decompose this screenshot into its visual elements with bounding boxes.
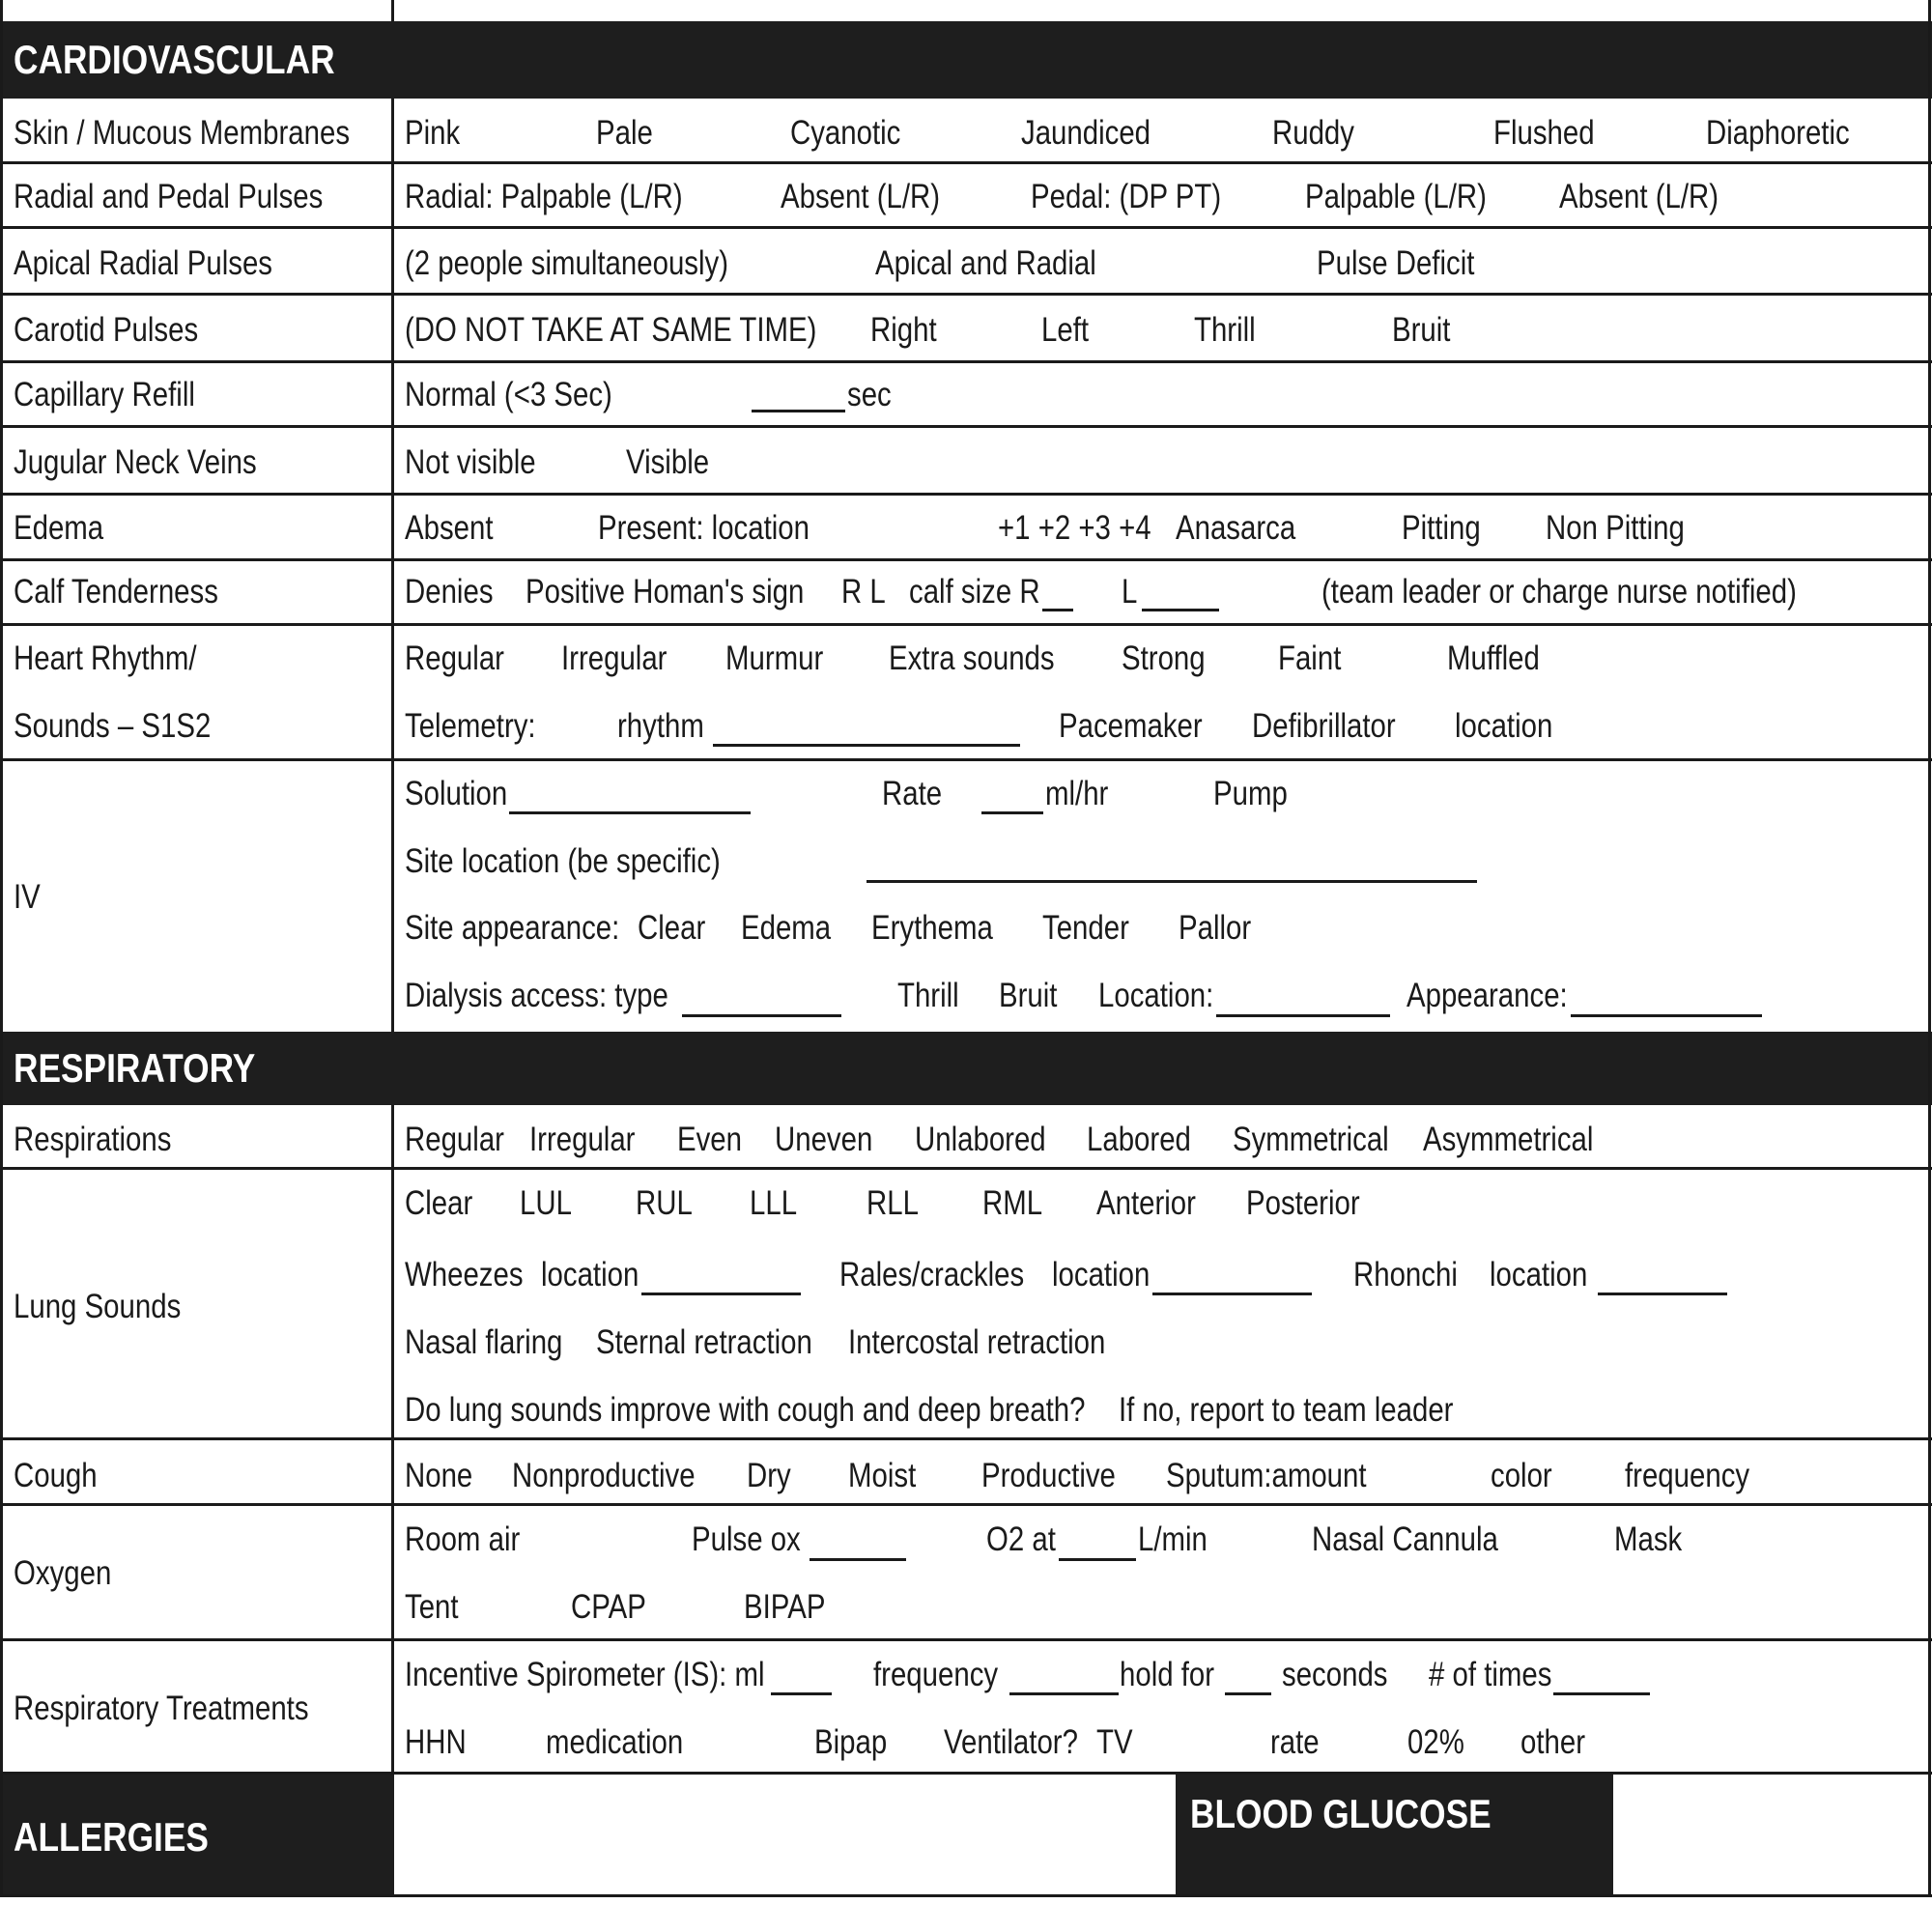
label-telemetry: Telemetry: <box>405 707 536 745</box>
row-divider <box>0 1437 1932 1440</box>
option-apical-radial[interactable]: Apical and Radial <box>875 244 1096 282</box>
option-visible[interactable]: Visible <box>626 443 710 481</box>
option-pale[interactable]: Pale <box>596 114 653 152</box>
label-pulse-ox: Pulse ox <box>692 1520 801 1558</box>
option-room-air[interactable]: Room air <box>405 1520 521 1558</box>
right-border <box>1928 0 1931 1897</box>
option-labored[interactable]: Labored <box>1087 1121 1191 1158</box>
label-sputum-color: color <box>1491 1457 1552 1494</box>
column-divider <box>391 1105 394 1774</box>
option-lul[interactable]: LUL <box>520 1184 572 1222</box>
label-lung-sounds: Lung Sounds <box>14 1288 182 1325</box>
option-denies[interactable]: Denies <box>405 573 494 611</box>
option-anasarca[interactable]: Anasarca <box>1176 509 1296 547</box>
calf-size-l: L <box>1122 573 1138 611</box>
blank-dialysis-type[interactable] <box>682 1014 841 1017</box>
option-nonproductive[interactable]: Nonproductive <box>512 1457 696 1494</box>
option-productive[interactable]: Productive <box>981 1457 1116 1494</box>
option-extra-sounds[interactable]: Extra sounds <box>889 639 1055 677</box>
option-hhn[interactable]: HHN <box>405 1723 467 1761</box>
note-team-leader: (team leader or charge nurse notified) <box>1321 573 1797 611</box>
option-dialysis-bruit[interactable]: Bruit <box>999 977 1058 1014</box>
label-pulses: Radial and Pedal Pulses <box>14 178 324 215</box>
row-divider <box>0 623 1932 626</box>
option-defibrillator[interactable]: Defibrillator <box>1252 707 1396 745</box>
column-divider <box>391 0 394 21</box>
question-lung-improve: Do lung sounds improve with cough and deep breath? <box>405 1391 1086 1429</box>
option-edema-present[interactable]: Present: location <box>598 509 810 547</box>
label-num-times: # of times <box>1429 1656 1552 1693</box>
blank-is-ml[interactable] <box>771 1692 832 1695</box>
label-is-frequency: frequency <box>873 1656 999 1693</box>
option-radial-palpable[interactable]: Radial: Palpable (L/R) <box>405 178 683 215</box>
label-calf: Calf Tenderness <box>14 573 218 611</box>
label-other: other <box>1520 1723 1586 1761</box>
label-solution: Solution <box>405 775 508 812</box>
label-dialysis-type: Dialysis access: type <box>405 977 668 1014</box>
label-vent-rate: rate <box>1270 1723 1320 1761</box>
blank-capillary-sec[interactable] <box>752 410 845 412</box>
option-cough-none[interactable]: None <box>405 1457 473 1494</box>
option-tender[interactable]: Tender <box>1042 909 1129 947</box>
option-murmur[interactable]: Murmur <box>725 639 824 677</box>
option-telemetry-location[interactable]: location <box>1455 707 1553 745</box>
option-pump[interactable]: Pump <box>1213 775 1288 812</box>
row-divider <box>0 293 1932 296</box>
label-capillary: Capillary Refill <box>14 376 195 413</box>
label-hold-for: hold for <box>1120 1656 1215 1693</box>
option-lll[interactable]: LLL <box>750 1184 798 1222</box>
label-incentive-spirometer: Incentive Spirometer (IS): ml <box>405 1656 765 1693</box>
option-erythema[interactable]: Erythema <box>871 909 993 947</box>
option-muffled[interactable]: Muffled <box>1447 639 1540 677</box>
label-medication: medication <box>546 1723 684 1761</box>
label-ventilator: Ventilator? <box>944 1723 1078 1761</box>
respiratory-header <box>0 1032 1932 1105</box>
unit-ml-hr: ml/hr <box>1045 775 1109 812</box>
left-border <box>0 0 3 1897</box>
option-pink[interactable]: Pink <box>405 114 461 152</box>
blank-is-frequency[interactable] <box>1009 1692 1119 1695</box>
label-o2-at: O2 at <box>986 1520 1056 1558</box>
option-right[interactable]: Right <box>870 311 937 349</box>
label-carotid: Carotid Pulses <box>14 311 199 349</box>
note-report-leader: If no, report to team leader <box>1119 1391 1454 1429</box>
option-pedal-absent[interactable]: Absent (L/R) <box>1559 178 1719 215</box>
label-wheezes-location: location <box>541 1256 639 1293</box>
blank-num-times[interactable] <box>1553 1692 1650 1695</box>
row-divider <box>0 758 1932 761</box>
label-site-appearance: Site appearance: <box>405 909 620 947</box>
allergies-field[interactable] <box>394 1775 1176 1894</box>
label-sputum-amount: Sputum:amount <box>1166 1457 1367 1494</box>
option-dialysis-thrill[interactable]: Thrill <box>897 977 959 1014</box>
option-not-visible[interactable]: Not visible <box>405 443 536 481</box>
row-divider <box>0 226 1932 229</box>
label-oxygen: Oxygen <box>14 1554 112 1592</box>
row-divider <box>0 493 1932 496</box>
unit-l-min: L/min <box>1138 1520 1208 1558</box>
option-edema-absent[interactable]: Absent <box>405 509 494 547</box>
blank-rhythm[interactable] <box>713 744 1020 747</box>
option-rl[interactable]: R L <box>841 573 886 611</box>
label-rate: Rate <box>882 775 943 812</box>
row-divider <box>0 1638 1932 1641</box>
label-rales-location: location <box>1052 1256 1151 1293</box>
row-divider <box>0 360 1932 363</box>
blank-hold-for[interactable] <box>1225 1692 1271 1695</box>
note-not-same-time: (DO NOT TAKE AT SAME TIME) <box>405 311 817 349</box>
option-bruit[interactable]: Bruit <box>1392 311 1451 349</box>
option-nasal-cannula[interactable]: Nasal Cannula <box>1312 1520 1498 1558</box>
option-non-pitting[interactable]: Non Pitting <box>1546 509 1685 547</box>
option-flushed[interactable]: Flushed <box>1493 114 1595 152</box>
option-left[interactable]: Left <box>1041 311 1090 349</box>
option-faint[interactable]: Faint <box>1278 639 1342 677</box>
option-wheezes[interactable]: Wheezes <box>405 1256 524 1293</box>
form-bottom-border <box>0 1894 1932 1897</box>
option-nasal-flaring[interactable]: Nasal flaring <box>405 1323 563 1361</box>
blank-calf-r[interactable] <box>1042 609 1073 611</box>
option-asymmetrical[interactable]: Asymmetrical <box>1423 1121 1594 1158</box>
option-anterior[interactable]: Anterior <box>1096 1184 1196 1222</box>
column-divider <box>391 99 394 1032</box>
option-pacemaker[interactable]: Pacemaker <box>1059 707 1203 745</box>
option-posterior[interactable]: Posterior <box>1246 1184 1360 1222</box>
calf-size-r: calf size R <box>909 573 1040 611</box>
option-regular[interactable]: Regular <box>405 639 504 677</box>
blank-calf-l[interactable] <box>1142 609 1219 611</box>
option-jaundiced[interactable]: Jaundiced <box>1021 114 1151 152</box>
option-bipap-treatment[interactable]: Bipap <box>814 1723 888 1761</box>
option-lung-clear[interactable]: Clear <box>405 1184 473 1222</box>
label-dialysis-appearance: Appearance: <box>1406 977 1568 1014</box>
label-heart-line1: Heart Rhythm/ <box>14 639 197 677</box>
option-irregular[interactable]: Irregular <box>561 639 668 677</box>
option-site-edema[interactable]: Edema <box>741 909 832 947</box>
unit-sec: sec <box>847 376 892 413</box>
label-rhonchi-location: location <box>1490 1256 1588 1293</box>
option-edema-grades[interactable]: +1 +2 +3 +4 <box>998 509 1151 547</box>
allergies-title: ALLERGIES <box>14 1814 209 1860</box>
label-resp-treatments: Respiratory Treatments <box>14 1690 309 1727</box>
blank-rate[interactable] <box>981 811 1043 814</box>
blood-glucose-field[interactable] <box>1613 1775 1928 1894</box>
row-divider <box>0 161 1932 164</box>
option-resp-irregular[interactable]: Irregular <box>529 1121 636 1158</box>
option-rml[interactable]: RML <box>982 1184 1043 1222</box>
option-pitting[interactable]: Pitting <box>1402 509 1481 547</box>
row-divider <box>0 425 1932 428</box>
option-bipap[interactable]: BIPAP <box>744 1588 826 1626</box>
option-tent[interactable]: Tent <box>405 1588 459 1626</box>
option-rll[interactable]: RLL <box>867 1184 919 1222</box>
option-mask[interactable]: Mask <box>1614 1520 1683 1558</box>
note-two-people: (2 people simultaneously) <box>405 244 729 282</box>
option-intercostal-retraction[interactable]: Intercostal retraction <box>848 1323 1106 1361</box>
blank-solution[interactable] <box>509 811 751 814</box>
option-symmetrical[interactable]: Symmetrical <box>1233 1121 1389 1158</box>
row-divider <box>0 1503 1932 1506</box>
blank-site-location[interactable] <box>867 880 1477 883</box>
option-normal[interactable]: Normal (<3 Sec) <box>405 376 612 413</box>
blank-o2-rate[interactable] <box>1059 1558 1136 1561</box>
option-homans[interactable]: Positive Homan's sign <box>526 573 805 611</box>
label-edema: Edema <box>14 509 104 547</box>
cardiovascular-title: CARDIOVASCULAR <box>14 37 335 82</box>
option-pallor[interactable]: Pallor <box>1179 909 1252 947</box>
option-pulse-deficit[interactable]: Pulse Deficit <box>1317 244 1475 282</box>
option-cyanotic[interactable]: Cyanotic <box>790 114 901 152</box>
option-uneven[interactable]: Uneven <box>775 1121 873 1158</box>
option-diaphoretic[interactable]: Diaphoretic <box>1706 114 1850 152</box>
label-respirations: Respirations <box>14 1121 172 1158</box>
label-tv: TV <box>1096 1723 1133 1761</box>
option-thrill[interactable]: Thrill <box>1194 311 1256 349</box>
label-cough: Cough <box>14 1457 98 1494</box>
label-site-location: Site location (be specific) <box>405 842 721 880</box>
blank-dialysis-location[interactable] <box>1216 1014 1390 1017</box>
label-sputum-frequency: frequency <box>1625 1457 1750 1494</box>
label-rhythm: rhythm <box>617 707 704 745</box>
label-heart-line2: Sounds – S1S2 <box>14 707 212 745</box>
blank-dialysis-appearance[interactable] <box>1571 1014 1762 1017</box>
option-clear[interactable]: Clear <box>638 909 706 947</box>
row-divider <box>0 558 1932 561</box>
blank-wheezes-location[interactable] <box>641 1293 801 1295</box>
label-o2-percent: 02% <box>1407 1723 1464 1761</box>
label-dialysis-location: Location: <box>1098 977 1214 1014</box>
option-pedal[interactable]: Pedal: (DP PT) <box>1031 178 1222 215</box>
label-jugular: Jugular Neck Veins <box>14 443 257 481</box>
option-cpap[interactable]: CPAP <box>571 1588 646 1626</box>
option-ruddy[interactable]: Ruddy <box>1272 114 1354 152</box>
label-skin: Skin / Mucous Membranes <box>14 114 351 152</box>
option-pedal-palpable[interactable]: Palpable (L/R) <box>1305 178 1487 215</box>
blank-rales-location[interactable] <box>1152 1293 1312 1295</box>
label-seconds: seconds <box>1282 1656 1388 1693</box>
option-even[interactable]: Even <box>677 1121 743 1158</box>
blank-rhonchi-location[interactable] <box>1598 1293 1727 1295</box>
option-resp-regular[interactable]: Regular <box>405 1121 504 1158</box>
option-dry[interactable]: Dry <box>747 1457 791 1494</box>
label-apical: Apical Radial Pulses <box>14 244 273 282</box>
respiratory-title: RESPIRATORY <box>14 1045 256 1091</box>
option-rales[interactable]: Rales/crackles <box>839 1256 1025 1293</box>
option-moist[interactable]: Moist <box>848 1457 917 1494</box>
blood-glucose-title: BLOOD GLUCOSE <box>1190 1791 1492 1836</box>
option-strong[interactable]: Strong <box>1122 639 1206 677</box>
option-rul[interactable]: RUL <box>636 1184 693 1222</box>
row-divider <box>0 1167 1932 1170</box>
option-sternal-retraction[interactable]: Sternal retraction <box>596 1323 812 1361</box>
option-rhonchi[interactable]: Rhonchi <box>1353 1256 1458 1293</box>
option-radial-absent[interactable]: Absent (L/R) <box>781 178 941 215</box>
blank-pulse-ox[interactable] <box>810 1558 906 1561</box>
option-unlabored[interactable]: Unlabored <box>915 1121 1046 1158</box>
label-iv: IV <box>14 878 41 916</box>
